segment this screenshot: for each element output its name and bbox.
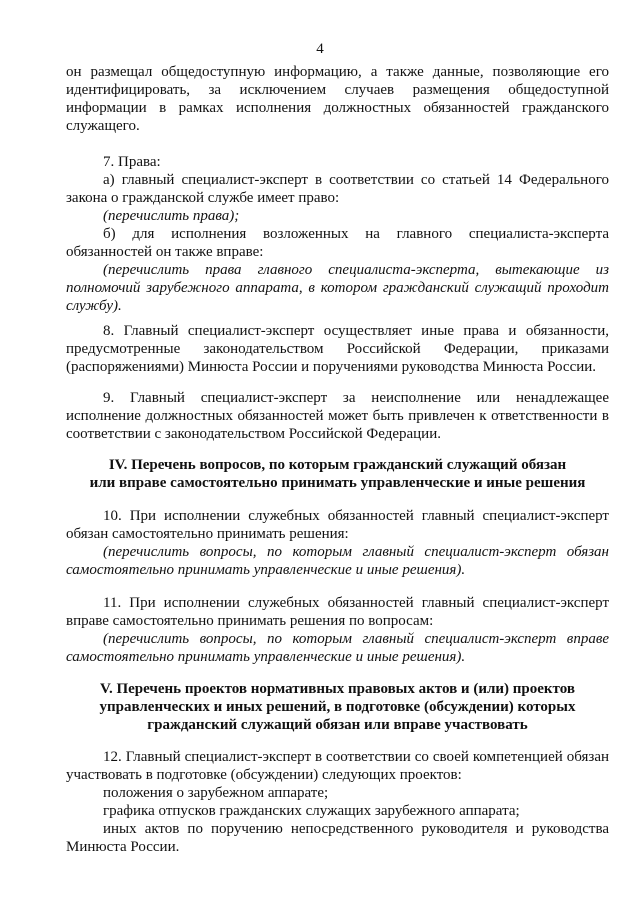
intro-paragraph bbox=[66, 63, 609, 135]
section-12-item-2: графика отпусков гражданских служащих зарубежного аппарата; bbox=[103, 803, 520, 819]
section-8 bbox=[66, 322, 609, 376]
heading-iv-line-1: IV. Перечень вопросов, по которым гражданский служащий обязан bbox=[108, 457, 567, 473]
section-10-text: 10. При исполнении служебных обязанностей главный специалист-эксперт обязан самостоятельно принимать решения: bbox=[66, 508, 609, 542]
section-12-item-3: иных актов по поручению непосредственного руководителя и руководства Минюста России. bbox=[66, 821, 609, 855]
section-7-item-b-italic: (перечислить права главного специалиста-эксперта, вытекающие из полномочий зарубежного аппарата, в котором гражданский служащий проходит службу). bbox=[66, 262, 609, 314]
heading-v bbox=[66, 680, 609, 734]
section-7-item-a: а) главный специалист-эксперт в соответствии со статьей 14 Федерального закона о гражданской службе имеет право: bbox=[66, 172, 609, 206]
intro-text: он размещал общедоступную информацию, а также данные, позволяющие его идентифицировать, за исключением случаев размещения общедоступной информации в рамках исполнения должностных обязанностей гражданского служащего. bbox=[66, 64, 609, 134]
section-8-text: 8. Главный специалист-эксперт осуществляет иные права и обязанности, предусмотренные законодательством Российской Федерации, приказами (распоряжениями) Минюста России и поручениями руководства Минюста России. bbox=[66, 323, 609, 375]
heading-iv-line-2: или вправе самостоятельно принимать управленческие и иные решения bbox=[89, 475, 586, 491]
section-7 bbox=[66, 153, 609, 315]
section-9 bbox=[66, 389, 609, 443]
section-9-text: 9. Главный специалист-эксперт за неисполнение или ненадлежащее исполнение должностных обязанностей может быть привлечен к ответственности в соответствии с законодательством Российской Федерации. bbox=[66, 390, 609, 442]
heading-v-line-3: гражданский служащий обязан или вправе участвовать bbox=[147, 717, 528, 733]
section-12-text: 12. Главный специалист-эксперт в соответствии со своей компетенцией обязан участвовать в подготовке (обсуждении) следующих проектов: bbox=[66, 749, 609, 783]
page-number: 4 bbox=[316, 41, 324, 57]
section-7-title: 7. Права: bbox=[103, 154, 161, 170]
section-11-text: 11. При исполнении служебных обязанностей главный специалист-эксперт вправе самостоятельно принимать решения по вопросам: bbox=[66, 595, 609, 629]
heading-v-line-1: V. Перечень проектов нормативных правовых актов и (или) проектов bbox=[100, 681, 575, 697]
section-11 bbox=[66, 594, 609, 666]
section-7-item-a-italic: (перечислить права); bbox=[103, 208, 240, 224]
section-12 bbox=[66, 748, 609, 856]
section-7-item-b: б) для исполнения возложенных на главного специалиста-эксперта обязанностей он также вправе: bbox=[66, 226, 609, 260]
section-10-italic: (перечислить вопросы, по которым главный специалист-эксперт обязан самостоятельно принимать управленческие и иные решения). bbox=[66, 544, 609, 578]
heading-iv bbox=[66, 456, 609, 492]
heading-v-line-2: управленческих и иных решений, в подготовке (обсуждении) которых bbox=[99, 699, 576, 715]
section-11-italic: (перечислить вопросы, по которым главный специалист-эксперт вправе самостоятельно принимать управленческие и иные решения). bbox=[66, 631, 609, 665]
section-12-item-1: положения о зарубежном аппарате; bbox=[103, 785, 329, 801]
section-10 bbox=[66, 507, 609, 579]
